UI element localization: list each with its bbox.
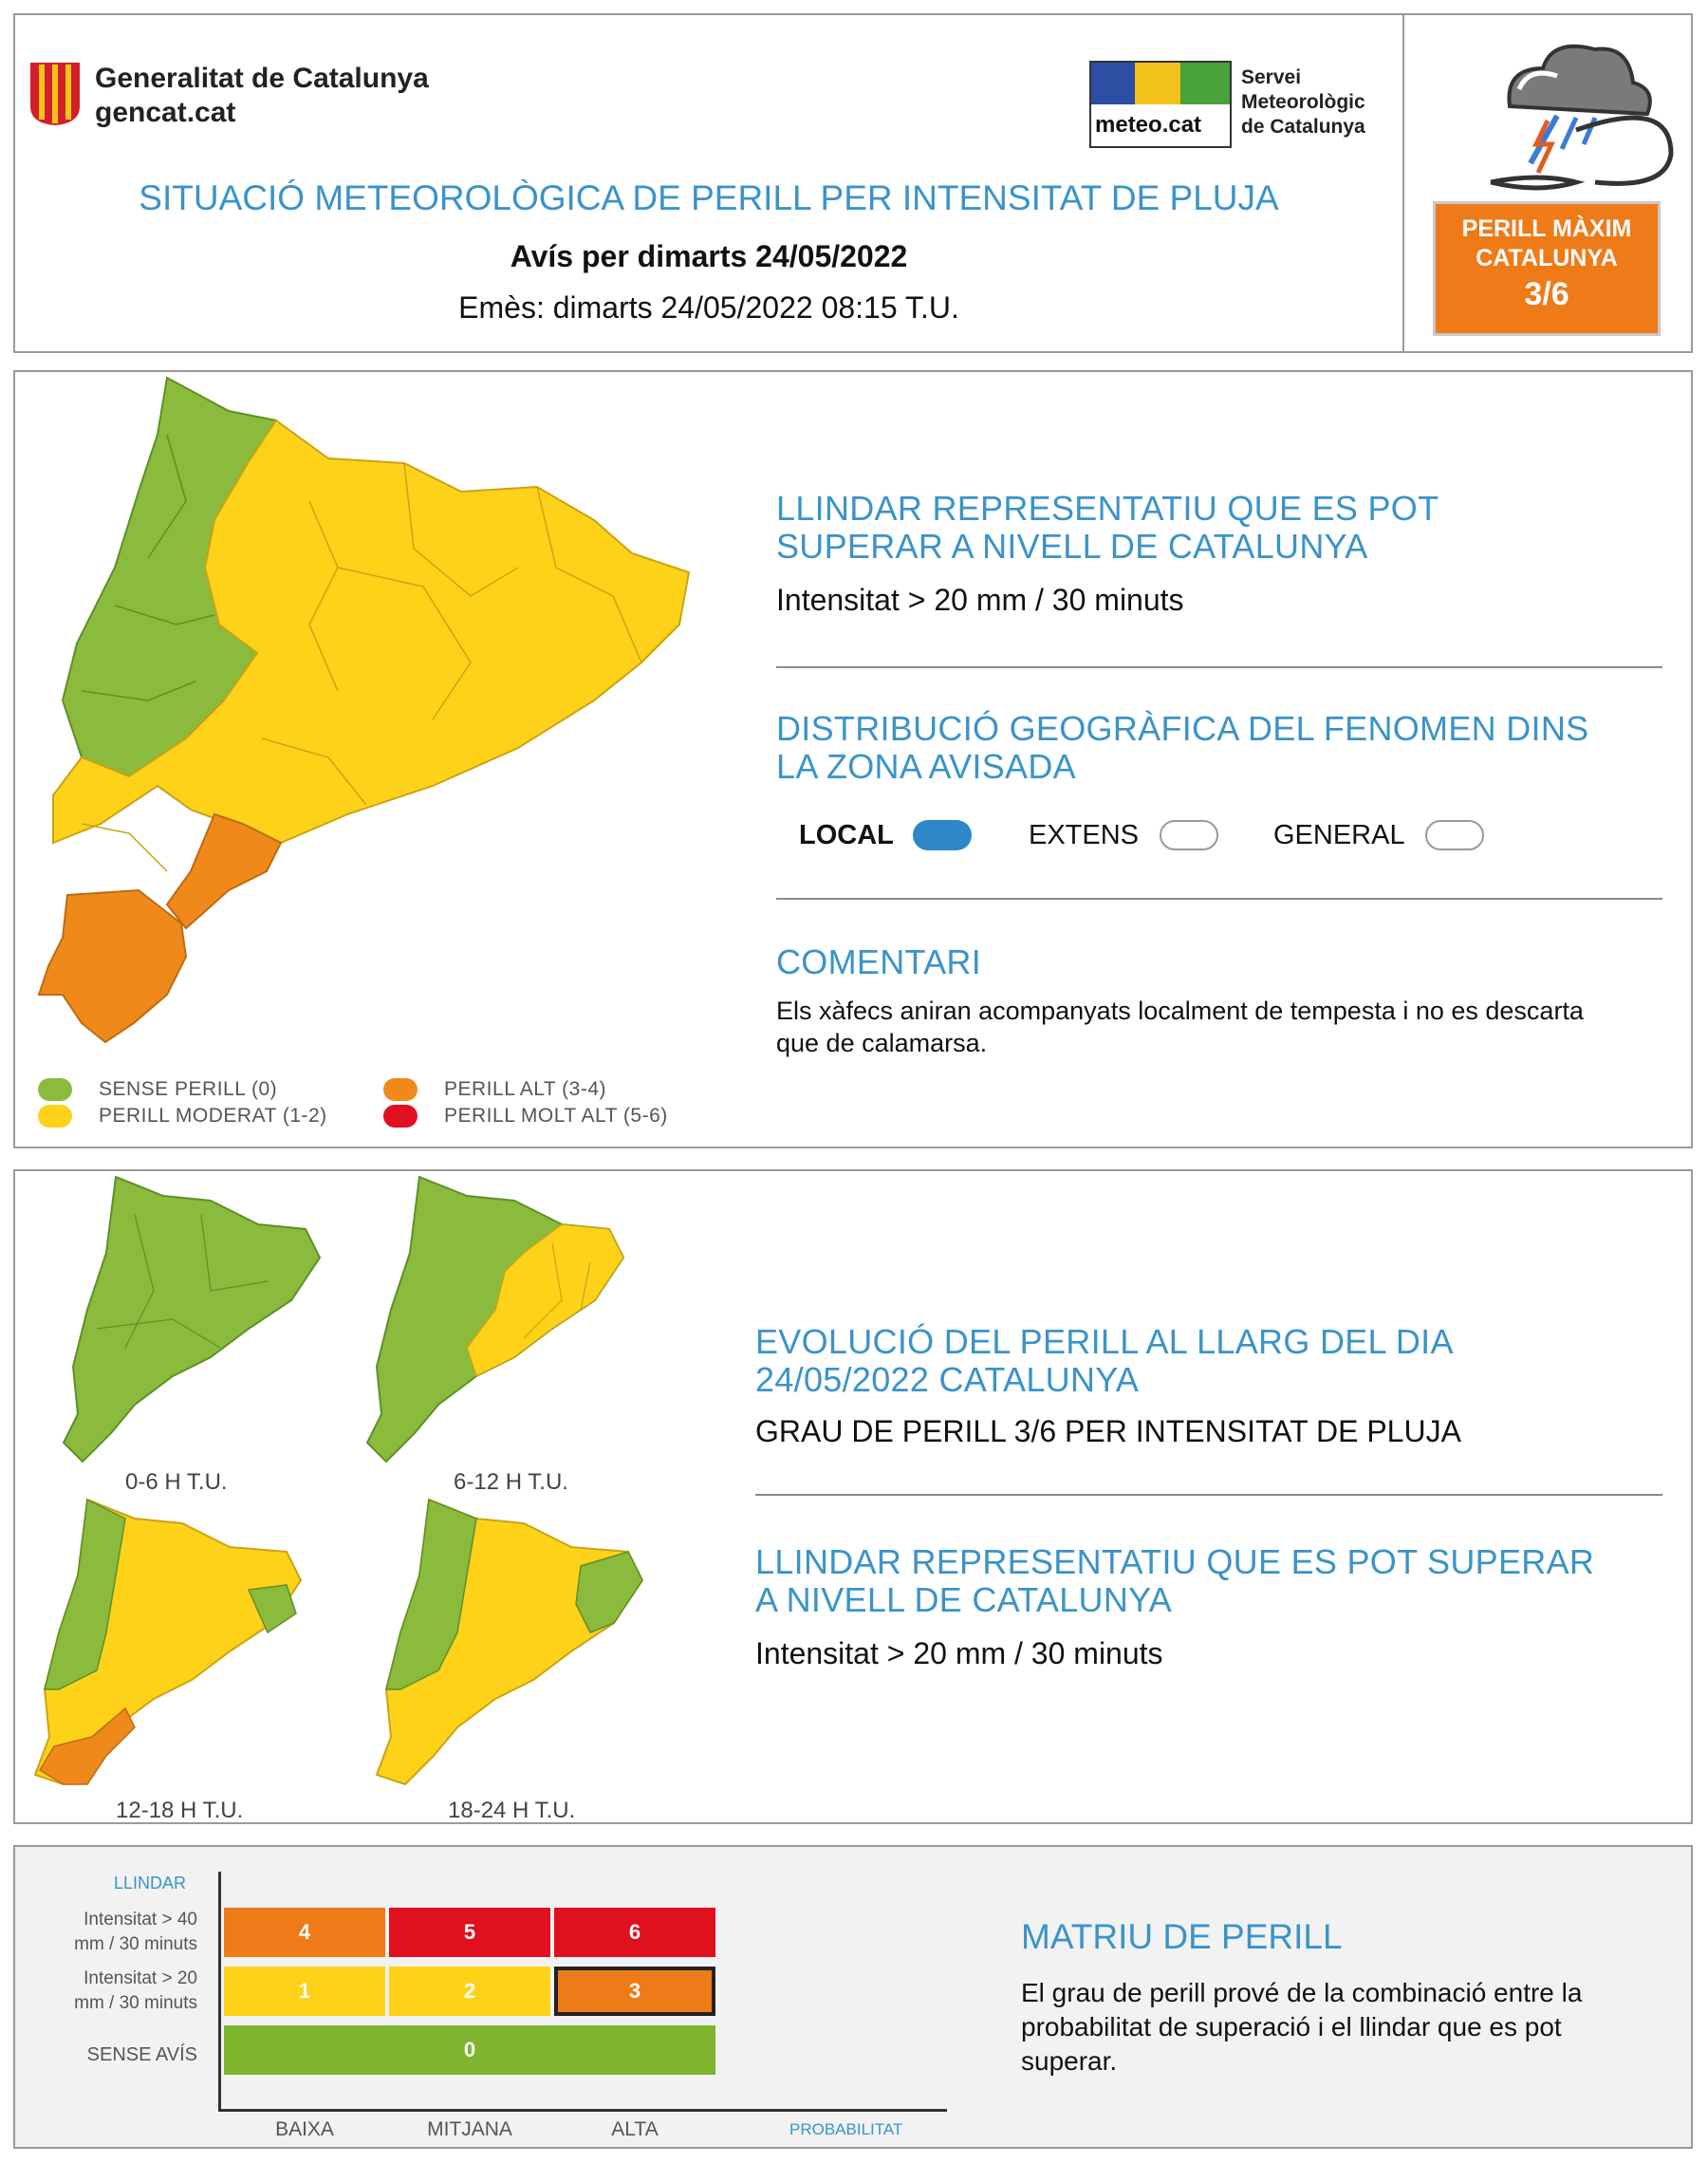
catalonia-danger-map xyxy=(25,378,708,1061)
matrix-row-high-1: Intensitat > 40 xyxy=(84,1910,197,1930)
matrix-x-label-low: BAIXA xyxy=(275,2118,334,2140)
matrix-cell-0: 0 xyxy=(224,2025,715,2075)
service-name-1: Servei xyxy=(1241,66,1302,88)
main-panel xyxy=(13,370,1693,1148)
period-caption-0-6: 0-6 H T.U. xyxy=(125,1469,228,1495)
map-zone-orange-2 xyxy=(39,890,186,1042)
matrix-panel xyxy=(13,1845,1693,2149)
comment-heading: COMENTARI xyxy=(776,942,982,981)
map-period-18-24 xyxy=(362,1500,647,1794)
matrix-y-axis xyxy=(218,1872,221,2111)
issued-date: Emès: dimarts 24/05/2022 08:15 T.U. xyxy=(458,290,959,325)
legend-label-moderate: PERILL MODERAT (1-2) xyxy=(99,1105,327,1127)
option-local-toggle[interactable] xyxy=(913,820,972,850)
matrix-x-axis xyxy=(218,2109,947,2112)
matrix-row-mid-2: mm / 30 minuts xyxy=(74,1993,197,2013)
logo-stripes-icon xyxy=(1091,63,1135,104)
comment-text: Els xàfecs aniran acompanyats localment de tempesta i no es descarta que de calamarsa. xyxy=(776,997,1584,1057)
matrix-cell-4: 4 xyxy=(224,1908,385,1957)
legend-label-high: PERILL ALT (3-4) xyxy=(444,1078,607,1100)
matrix-cell-5: 5 xyxy=(389,1908,550,1957)
meteocat-logo xyxy=(1089,61,1232,148)
divider-3 xyxy=(755,1494,1662,1496)
max-danger-line2: CATALUNYA xyxy=(1476,245,1618,271)
matrix-x-label-mid: MITJANA xyxy=(427,2118,512,2140)
matrix-cell-6: 6 xyxy=(554,1908,715,1957)
legend-swatch-green xyxy=(38,1078,72,1101)
matrix-row-mid-1: Intensitat > 20 xyxy=(84,1968,197,1988)
matrix-y-title: LLINDAR xyxy=(114,1874,187,1893)
option-extens-label: EXTENS xyxy=(1029,820,1140,850)
map-period-12-18 xyxy=(21,1500,306,1794)
evolution-threshold-value: Intensitat > 20 mm / 30 minuts xyxy=(755,1636,1163,1670)
matrix-x-label-high: ALTA xyxy=(611,2118,659,2140)
threshold-heading: LLINDAR REPRESENTATIU QUE ES POT SUPERAR A NIVELL DE CATALUNYA xyxy=(776,489,1439,566)
period-caption-6-12: 6-12 H T.U. xyxy=(454,1469,568,1495)
distribution-heading: DISTRIBUCIÓ GEOGRÀFICA DEL FENOMEN DINS LA ZONA AVISADA xyxy=(776,709,1589,786)
max-danger-value: 3/6 xyxy=(1524,276,1569,312)
period-caption-12-18: 12-18 H T.U. xyxy=(116,1798,244,1823)
evolution-grade: GRAU DE PERILL 3/6 PER INTENSITAT DE PLUJA xyxy=(755,1414,1461,1448)
max-danger-box xyxy=(1433,201,1661,336)
page-title: SITUACIÓ METEOROLÒGICA DE PERILL PER INTENSITAT DE PLUJA xyxy=(139,178,1279,217)
meteocat-logo-text: meteo.cat xyxy=(1095,112,1202,138)
evolution-panel xyxy=(13,1169,1693,1824)
map-period-6-12 xyxy=(362,1177,628,1462)
divider-2 xyxy=(776,898,1662,900)
rain-storm-icon xyxy=(1453,30,1680,201)
logo-leaf-icon xyxy=(1180,63,1230,104)
evolution-heading: EVOLUCIÓ DEL PERILL AL LLARG DEL DIA 24/05/2022 CATALUNYA xyxy=(755,1322,1452,1399)
matrix-x-title: PROBABILITAT xyxy=(789,2120,903,2138)
threshold-value: Intensitat > 20 mm / 30 minuts xyxy=(776,583,1184,617)
legend-swatch-red xyxy=(383,1105,418,1128)
max-danger-line1: PERILL MÀXIM xyxy=(1461,215,1632,242)
logo-sun-icon xyxy=(1135,63,1180,104)
legend-swatch-orange xyxy=(383,1078,418,1101)
map-period-0-6 xyxy=(59,1177,325,1462)
service-name-2: Meteorològic xyxy=(1241,91,1365,113)
period-caption-18-24: 18-24 H T.U. xyxy=(448,1798,576,1823)
legend-label-very-high: PERILL MOLT ALT (5-6) xyxy=(444,1105,668,1127)
option-general-label: GENERAL xyxy=(1273,820,1405,850)
service-name-3: de Catalunya xyxy=(1241,116,1365,138)
option-local-label: LOCAL xyxy=(799,820,894,850)
matrix-row-high-2: mm / 30 minuts xyxy=(74,1934,197,1954)
matrix-text: El grau de perill prové de la combinació entre la probabilitat de superació i el llindar que es pot superar. xyxy=(1021,1978,1583,2076)
evolution-threshold-heading: LLINDAR REPRESENTATIU QUE ES POT SUPERAR A NIVELL DE CATALUNYA xyxy=(755,1542,1595,1619)
generalitat-logo-icon xyxy=(27,59,84,127)
option-extens-toggle[interactable] xyxy=(1160,820,1218,850)
page-subtitle: Avís per dimarts 24/05/2022 xyxy=(510,239,908,273)
option-general-toggle[interactable] xyxy=(1425,820,1484,850)
header-divider xyxy=(1402,15,1404,351)
matrix-heading: MATRIU DE PERILL xyxy=(1021,1917,1343,1956)
legend-swatch-yellow xyxy=(38,1105,72,1128)
org-name: Generalitat de Catalunya xyxy=(95,63,429,94)
divider-1 xyxy=(776,666,1662,668)
matrix-cell-3: 3 xyxy=(554,1967,715,2016)
matrix-cell-1: 1 xyxy=(224,1967,385,2016)
matrix-cell-2: 2 xyxy=(389,1967,550,2016)
org-site: gencat.cat xyxy=(95,97,236,128)
header-panel xyxy=(13,13,1693,353)
matrix-row-none: SENSE AVÍS xyxy=(86,2044,197,2065)
legend-label-none: SENSE PERILL (0) xyxy=(99,1078,278,1100)
